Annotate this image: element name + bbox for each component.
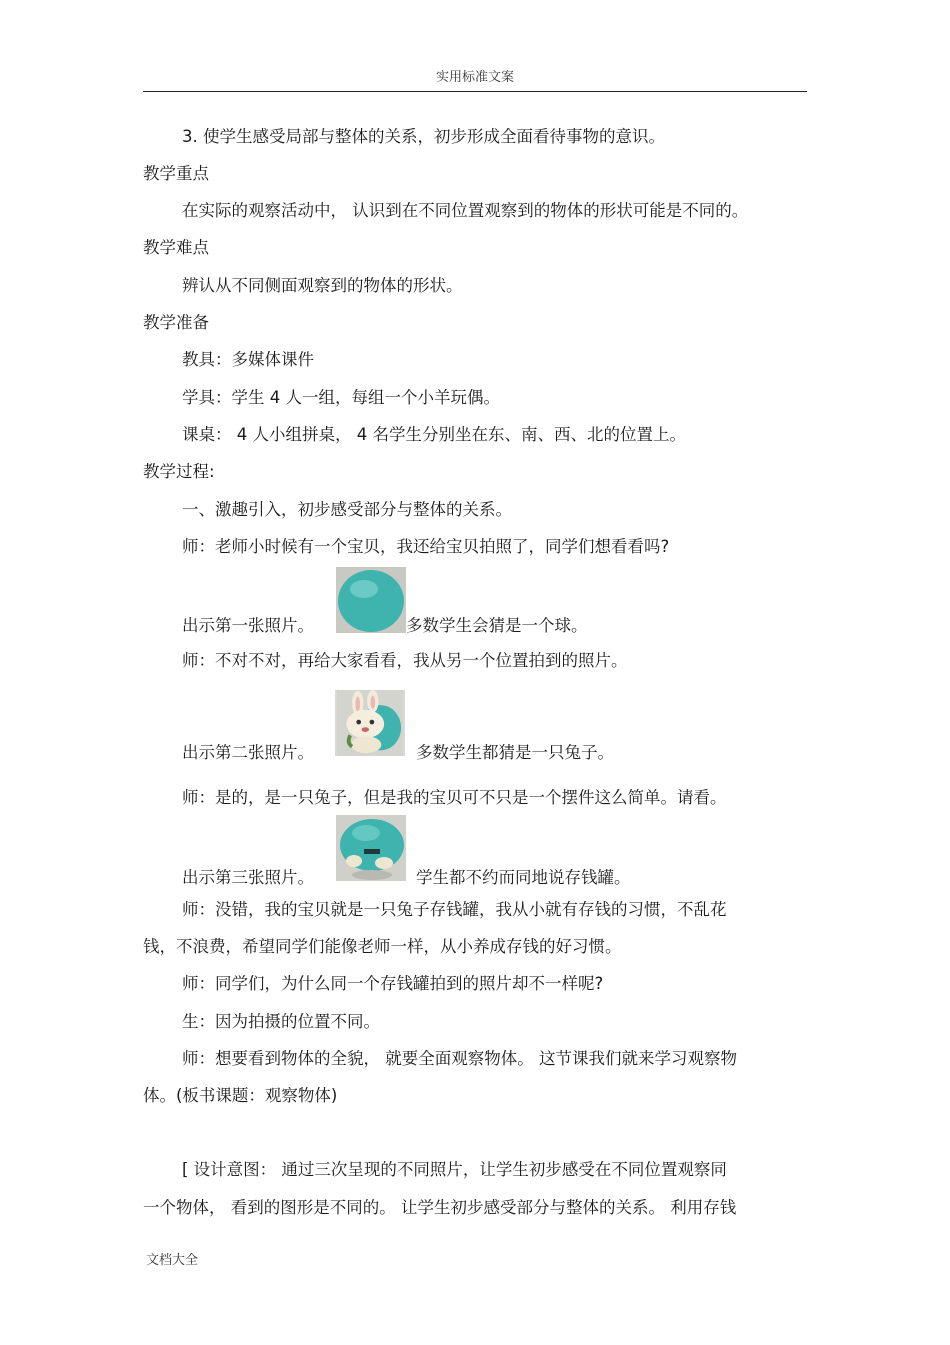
key-points-text: 在实际的观察活动中， 认识到在不同位置观察到的物体的形状可能是不同的。: [182, 201, 749, 220]
difficulty-text: 辨认从不同侧面观察到的物体的形状。: [182, 276, 463, 295]
teacher-line-1: 师：老师小时候有一个宝贝，我还给宝贝拍照了，同学们想看看吗?: [182, 537, 670, 556]
design-intent-line-2: 一个物体， 看到的图形是不同的。 让学生初步感受部分与整体的关系。 利用存钱: [143, 1198, 737, 1217]
photo-3-illustration: [336, 815, 406, 881]
teacher-line-4b: 钱，不浪费，希望同学们能像老师一样，从小养成存钱的好习惯。: [143, 937, 622, 956]
prep-teacher: 教具：多媒体课件: [182, 350, 314, 369]
photo-3-money-box: [336, 815, 406, 881]
teacher-line-5: 师：同学们，为什么同一个存钱罐拍到的照片却不一样呢?: [182, 974, 604, 993]
photo-1-caption: 出示第一张照片。: [182, 616, 314, 635]
goal-3: 3. 使学生感受局部与整体的关系，初步形成全面看待事物的意识。: [182, 127, 665, 146]
photo-2-illustration: [335, 690, 405, 756]
difficulty-heading: 教学难点: [143, 238, 209, 257]
photo-2-reaction: 多数学生都猜是一只兔子。: [416, 743, 614, 762]
student-line-1: 生：因为拍摄的位置不同。: [182, 1012, 380, 1031]
teacher-line-3: 师：是的，是一只兔子，但是我的宝贝可不只是一个摆件这么简单。请看。: [182, 788, 727, 807]
key-points-heading: 教学重点: [143, 164, 209, 183]
teacher-line-4a: 师：没错，我的宝贝就是一只兔子存钱罐，我从小就有存钱的习惯，不乱花: [182, 900, 727, 919]
teacher-line-6a: 师：想要看到物体的全貌， 就要全面观察物体。 这节课我们就来学习观察物: [182, 1049, 737, 1068]
photo-1-reaction: 多数学生会猜是一个球。: [406, 616, 588, 635]
photo-1-ball: [336, 567, 406, 633]
photo-3-caption: 出示第三张照片。: [182, 868, 314, 887]
section-1-title: 一、激趣引入，初步感受部分与整体的关系。: [182, 500, 512, 519]
document-header: 实用标准文案: [435, 70, 514, 85]
photo-2-rabbit: [335, 690, 405, 756]
photo-3-reaction: 学生都不约而同地说存钱罐。: [416, 868, 631, 887]
header-divider: [143, 91, 807, 92]
teacher-line-6b: 体。(板书课题：观察物体): [143, 1086, 338, 1105]
prep-desks: 课桌： 4 人小组拼桌， 4 名学生分别坐在东、南、西、北的位置上。: [182, 425, 686, 444]
teacher-line-2: 师：不对不对，再给大家看看，我从另一个位置拍到的照片。: [182, 651, 628, 670]
prep-students: 学具：学生 4 人一组，每组一个小羊玩偶。: [182, 388, 500, 407]
document-footer: 文档大全: [146, 1253, 199, 1268]
photo-2-caption: 出示第二张照片。: [182, 743, 314, 762]
prep-heading: 教学准备: [143, 313, 209, 332]
photo-1-illustration: [336, 567, 406, 633]
design-intent-line-1: [ 设计意图： 通过三次呈现的不同照片，让学生初步感受在不同位置观察同: [182, 1160, 727, 1179]
process-heading: 教学过程:: [143, 462, 215, 481]
